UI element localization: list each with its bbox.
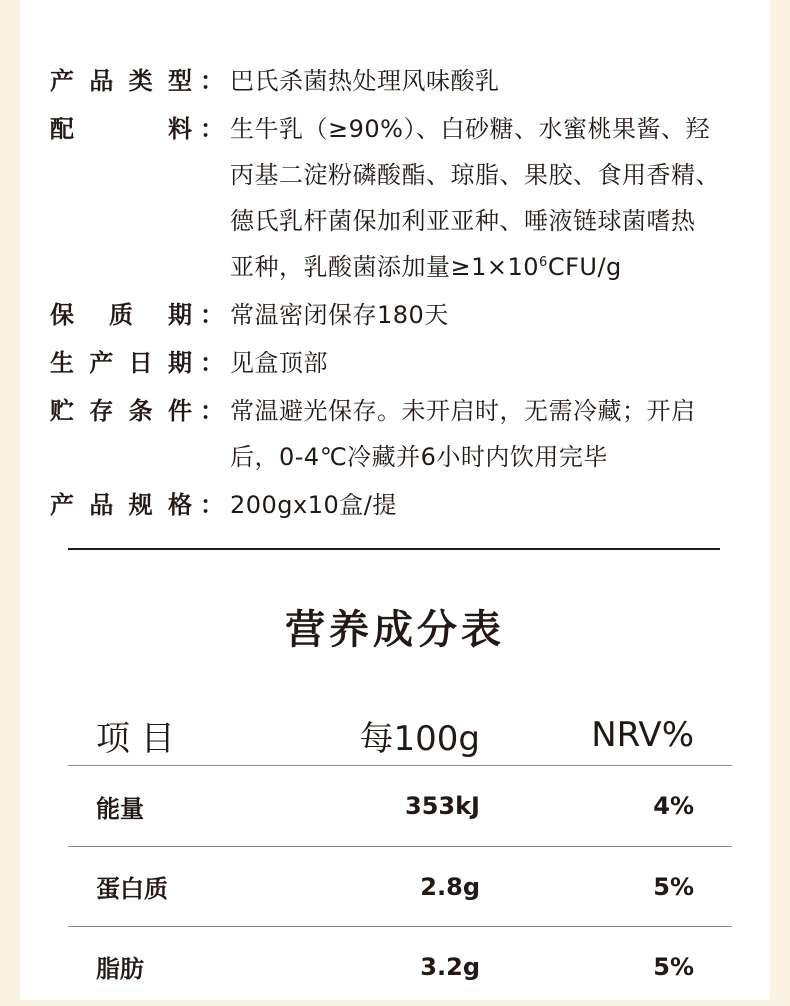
info-row-specification <box>50 482 750 528</box>
header-nrv: NRV% <box>591 715 694 755</box>
product-info-list <box>50 58 750 530</box>
row-nrv: 4% <box>653 792 694 820</box>
nutrition-table-header <box>68 705 732 766</box>
header-item: 项 目 <box>96 718 175 759</box>
table-row <box>68 847 732 927</box>
row-per-100g: 2.8g <box>420 872 480 901</box>
row-per-100g: 3.2g <box>420 952 480 981</box>
info-label: 产 品 规 格 <box>50 491 192 519</box>
info-colon: ： <box>200 491 224 519</box>
info-row-ingredients <box>50 106 750 290</box>
table-row <box>68 766 732 847</box>
info-colon: ： <box>200 301 224 329</box>
info-label: 生 产 日 期 <box>50 349 192 377</box>
nutrition-title: 营养成分表 <box>285 607 505 653</box>
info-label: 贮 存 条 件 <box>50 397 192 425</box>
info-label: 配 料 <box>50 115 192 143</box>
row-item: 脂肪 <box>96 955 144 983</box>
info-colon: ： <box>200 67 224 95</box>
nutrition-table <box>68 705 732 1006</box>
info-value: 常温避光保存。未开启时，无需冷藏；开启 后，0-4℃冷藏并6小时内饮用完毕 <box>230 397 696 471</box>
info-row-product-type <box>50 58 750 104</box>
info-value: 见盒顶部 <box>230 349 328 377</box>
info-value: 常温密闭保存180天 <box>230 301 449 329</box>
row-per-100g: 353kJ <box>405 792 480 820</box>
product-label-page <box>20 0 770 1000</box>
section-divider <box>68 548 720 550</box>
row-nrv: 5% <box>653 952 694 981</box>
info-colon: ： <box>200 397 224 425</box>
info-label: 产 品 类 型 <box>50 67 192 95</box>
info-row-production-date <box>50 340 750 386</box>
row-item: 蛋白质 <box>96 875 168 903</box>
info-colon: ： <box>200 349 224 377</box>
info-row-storage <box>50 388 750 480</box>
header-per-100g: 每100g <box>359 718 480 759</box>
info-value: 巴氏杀菌热处理风味酸乳 <box>230 67 500 95</box>
info-value: 生牛乳（≥90%）、白砂糖、水蜜桃果酱、羟 丙基二淀粉磷酸酯、琼脂、果胶、食用香精、 德氏乳杆菌保加利亚亚种、唾液链球菌嗜热 亚种，乳酸菌添加量$\ge 1\times 10^6CFU/g$ <box>230 115 720 281</box>
table-row <box>68 927 732 1006</box>
row-item: 能量 <box>96 794 144 823</box>
info-colon: ： <box>200 115 224 143</box>
info-row-shelf-life <box>50 292 750 338</box>
info-label: 保 质 期 <box>50 301 192 329</box>
info-value: 200gx10盒/提 <box>230 491 397 519</box>
row-nrv: 5% <box>653 872 694 901</box>
